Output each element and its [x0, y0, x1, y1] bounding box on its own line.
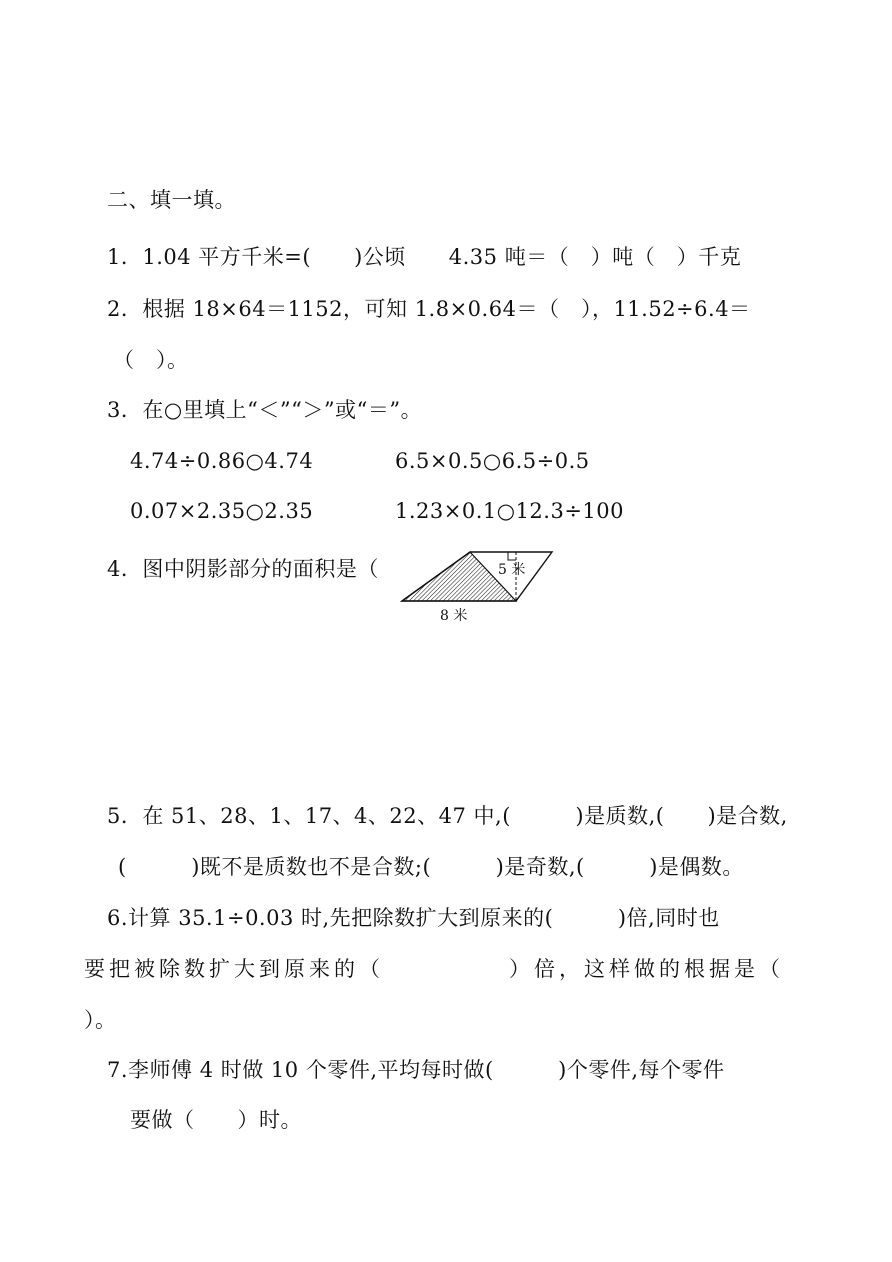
question-6-line-2: 要把被除数扩大到原来的（ ）倍，这样做的根据是（: [84, 957, 784, 981]
question-3-item-4: 1.23×0.1○12.3÷100: [395, 499, 625, 523]
question-3-item-3: 0.07×2.35○2.35: [130, 499, 314, 523]
question-3-item-1: 4.74÷0.86○4.74: [130, 449, 314, 473]
question-5-line-2: ( )既不是质数也不是合数;( )是奇数,( )是偶数。: [118, 855, 744, 879]
question-6-line-1: 6.计算 35.1÷0.03 时,先把除数扩大到原来的( )倍,同时也: [107, 906, 720, 930]
question-6-line-3: ）。: [84, 1008, 117, 1032]
question-3-item-2: 6.5×0.5○6.5÷0.5: [395, 449, 590, 473]
parallelogram-figure: [398, 548, 558, 628]
height-label: 5 米: [498, 562, 526, 578]
question-4: 4．图中阴影部分的面积是（: [107, 557, 379, 581]
base-label: 8 米: [440, 608, 468, 624]
question-1: 1．1.04 平方千米=( )公顷 4.35 吨＝（ ）吨（ ）千克: [107, 245, 742, 269]
question-7-line-1: 7.李师傅 4 时做 10 个零件,平均每时做( )个零件,每个零件: [107, 1058, 725, 1082]
section-title: 二、填一填。: [107, 188, 236, 212]
right-angle-mark: [508, 552, 516, 560]
question-2-line-2: （ ）。: [113, 348, 189, 372]
question-3-title: 3．在○里填上“＜”“＞”或“＝”。: [107, 398, 423, 422]
question-7-line-2: 要做（ ）时。: [130, 1108, 302, 1132]
question-2-line-1: 2．根据 18×64＝1152，可知 1.8×0.64＝（ ），11.52÷6.4＝: [107, 297, 751, 321]
question-5-line-1: 5．在 51、28、1、17、4、22、47 中,( )是质数,( )是合数,: [107, 804, 788, 828]
